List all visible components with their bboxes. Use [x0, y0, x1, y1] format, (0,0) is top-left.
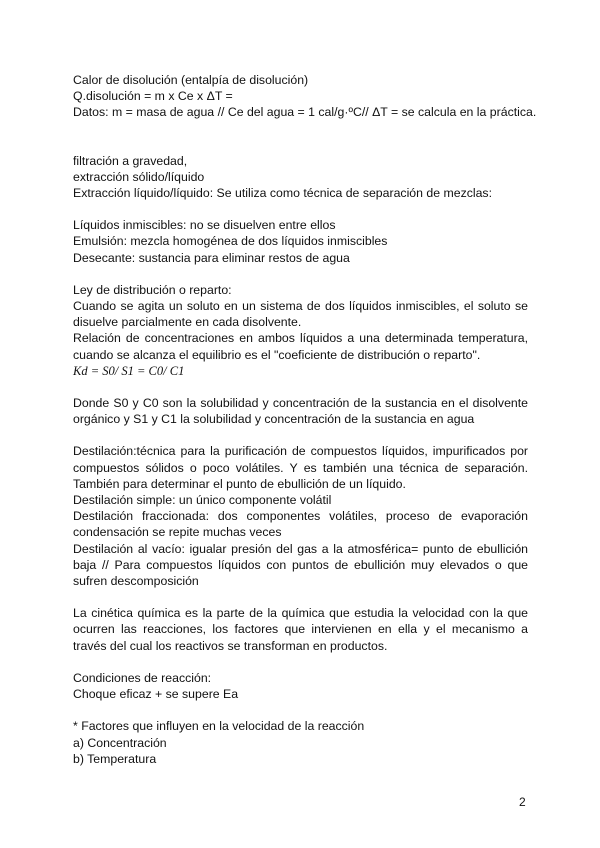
list-item-temperatura: b) Temperatura [73, 751, 157, 766]
spacer [73, 121, 528, 153]
paragraph-reparto-1: Cuando se agita un soluto en un sistema de dos líquidos inmiscibles, el soluto se disuelve parcialmente en cada disolvente. [73, 299, 528, 330]
spacer [73, 201, 528, 217]
spacer [73, 427, 528, 443]
heading-factores: * Factores que influyen en la velocidad de la reacción [73, 719, 365, 734]
text-extraccion-liquido: Extracción líquido/líquido: Se utiliza como técnica de separación de mezclas: [73, 186, 493, 201]
datos-line: Datos: m = masa de agua // Ce del agua = 1 cal/g·ºC// ΔT = se calcula en la práctica. [73, 105, 537, 120]
paragraph-destilacion: Destilación:técnica para la purificación de compuestos líquidos, impurificados por compuestos sólidos o poco volátiles. Y es también una técnica de separación. También para determinar el punto de ebullición de un líquido. [73, 444, 528, 491]
heading-condiciones: Condiciones de reacción: [73, 670, 212, 685]
paragraph-destilacion-fraccionada: Destilación fraccionada: dos componentes volátiles, proceso de evaporación condensación se repite muchas veces [73, 509, 528, 540]
page-content [73, 72, 537, 767]
spacer [73, 702, 528, 718]
spacer [73, 379, 528, 395]
paragraph-reparto-2: Relación de concentraciones en ambos líquidos a una determinada temperatura, cuando se alcanza el equilibrio es el "coeficiente de distribución o reparto". [73, 331, 528, 362]
paragraph-cinetica: La cinética química es la parte de la química que estudia la velocidad con la que ocurren las reacciones, los factores que intervienen en ella y el mecanismo a través del cual los reactivos se transforman en productos. [73, 606, 528, 653]
spacer [73, 654, 528, 670]
text-filtracion: filtración a gravedad, [73, 153, 188, 168]
spacer [73, 589, 528, 605]
formula-q-disolucion: Q.disolución = m x Ce x ΔT = [73, 89, 233, 104]
text-desecante: Desecante: sustancia para eliminar restos de agua [73, 250, 350, 265]
paragraph-donde: Donde S0 y C0 son la solubilidad y concentración de la sustancia en el disolvente orgánico y S1 y C1 la solubilidad y concentración de la sustancia en agua [73, 396, 528, 427]
text-choque-eficaz: Choque eficaz + se supere Ea [73, 687, 239, 702]
list-item-concentracion: a) Concentración [73, 735, 167, 750]
paragraph-destilacion-vacio: Destilación al vacío: igualar presión del gas a la atmosférica= punto de ebullición baja // Para compuestos líquidos con puntos de ebullición muy elevados o que sufren descomposición [73, 541, 528, 589]
text-emulsion: Emulsión: mezcla homogénea de dos líquidos inmiscibles [73, 234, 388, 249]
spacer [73, 266, 528, 282]
heading-calor-disolucion: Calor de disolución (entalpía de disolución) [73, 73, 309, 87]
text-destilacion-simple: Destilación simple: un único componente volátil [73, 493, 332, 508]
text-extraccion-solido: extracción sólido/líquido [73, 169, 205, 184]
text-liquidos-inmiscibles: Líquidos inmiscibles: no se disuelven entre ellos [73, 218, 336, 233]
heading-ley-reparto: Ley de distribución o reparto: [73, 282, 232, 297]
formula-kd: Kd = S0/ S1 = C0/ C1 [73, 363, 185, 378]
page-number: 2 [519, 795, 526, 809]
